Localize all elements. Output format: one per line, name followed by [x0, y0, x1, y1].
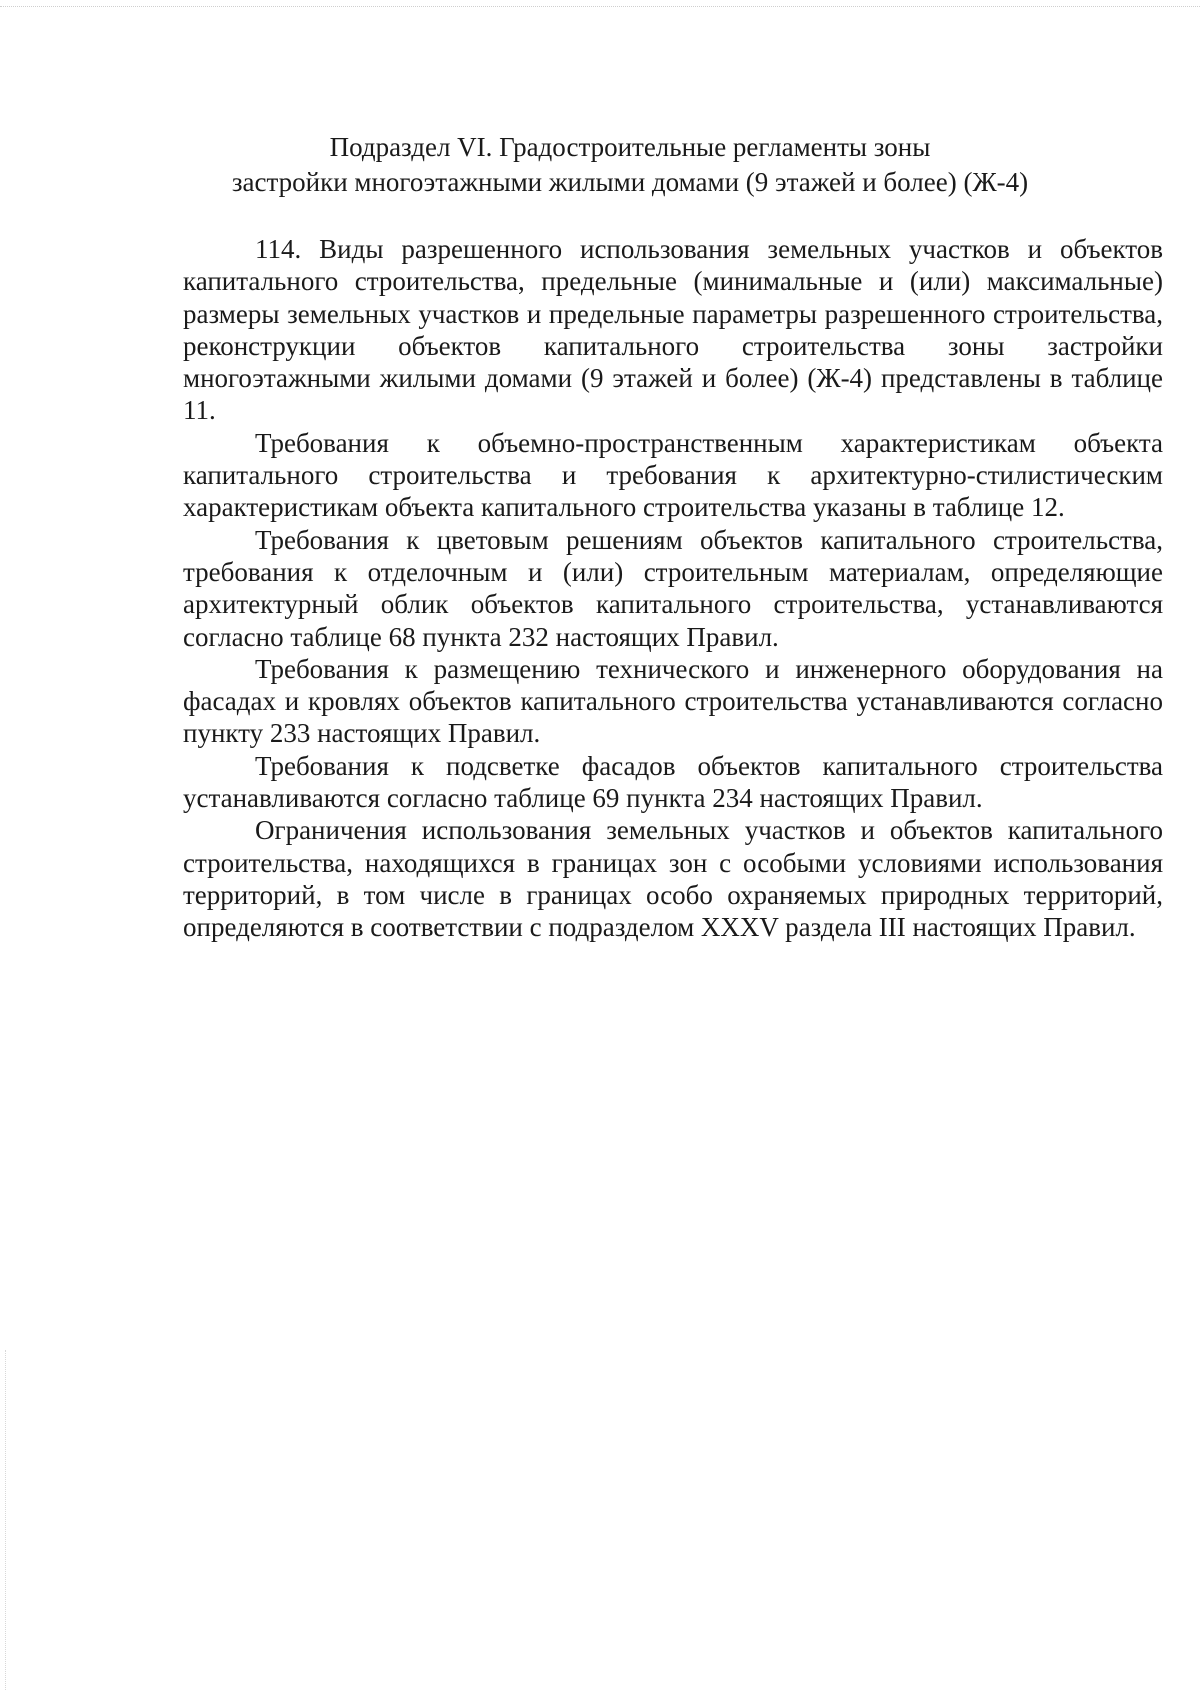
- paragraph-volume-requirements: Требования к объемно-пространственным характеристикам объекта капитального строительства и требования к архитектурно-стилистическим характеристикам объекта капитального строительства указаны в таблице 12.: [183, 427, 1163, 523]
- paragraph-equipment-requirements: Требования к размещению технического и инженерного оборудования на фасадах и кровлях объектов капитального строительства устанавливаются согласно пункту 233 настоящих Правил.: [183, 653, 1163, 749]
- paragraph-114: 114. Виды разрешенного использования земельных участков и объектов капитального строительства, предельные (минимальные и (или) максимальные) размеры земельных участков и предельные параметры разрешенного строительства, реконструкции объектов капитального строительства зоны застройки многоэтажными жилыми домами (9 этажей и более) (Ж-4) представлены в таблице 11.: [183, 234, 1163, 426]
- section-heading: [180, 130, 1080, 200]
- scan-edge-left: [5, 1350, 6, 1690]
- section-heading-line-2: застройки многоэтажными жилыми домами (9 этажей и более) (Ж-4): [231, 167, 1029, 197]
- paragraph-color-requirements: Требования к цветовым решениям объектов капитального строительства, требования к отделочным и (или) строительным материалам, определяющие архитектурный облик объектов капитального строительства, устанавливаются согласно таблице 68 пункта 232 настоящих Правил.: [183, 524, 1163, 652]
- paragraph-restrictions: Ограничения использования земельных участков и объектов капитального строительства, находящихся в границах зон с особыми условиями использования территорий, в том числе в границах особо охраняемых природных территорий, определяются в соответствии с подразделом XXXV раздела III настоящих Правил.: [183, 815, 1163, 943]
- paragraph-lighting-requirements: Требования к подсветке фасадов объектов капитального строительства устанавливаются согласно таблице 69 пункта 234 настоящих Правил.: [183, 750, 1163, 814]
- document-body: [183, 233, 1163, 944]
- scan-edge-top: [0, 6, 1200, 7]
- section-heading-line-1: Подраздел VI. Градостроительные регламенты зоны: [329, 132, 931, 162]
